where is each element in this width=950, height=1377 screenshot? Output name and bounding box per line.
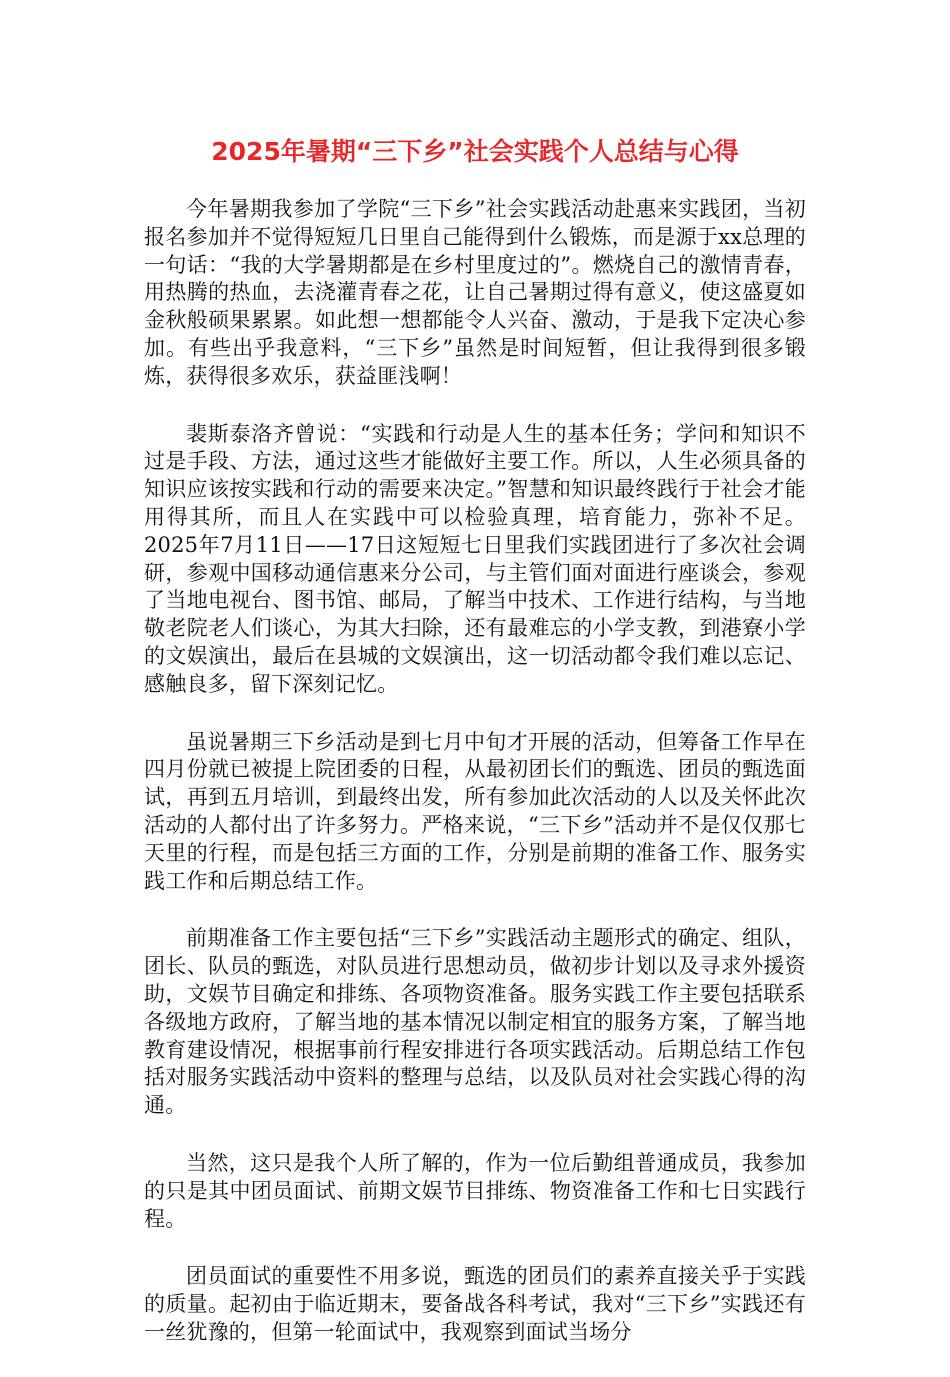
paragraph: 裴斯泰洛齐曾说：“实践和行动是人生的基本任务；学问和知识不过是手段、方法，通过这些才能做好主要工作。所以，人生必须具备的知识应该按实践和行动的需要来决定。”智慧和知识最终践行于社会才能用得其所，而且人在实践中可以检验真理，培育能力，弥补不足。 2025年7月11日——17日这短短七日里我们实践团进行了多次社会调研，参观中国移动通信惠来分公司，与主管们面对面进行座谈会，参观了当地电视台、图书馆、邮局，了解当中技术、工作进行结构，与当地敬老院老人们谈心，为其大扫除，还有最难忘的小学支教，到港寮小学的文娱演出，最后在县城的文娱演出，这一切活动都令我们难以忘记、感触良多，留下深刻记忆。 [144,421,806,696]
document-title: 2025年暑期“三下乡”社会实践个人总结与心得 [211,137,739,166]
paragraph: 当然，这只是我个人所了解的，作为一位后勤组普通成员，我参加的只是其中团员面试、前期文娱节目排练、物资准备工作和七日实践行程。 [144,1150,806,1231]
document-body [144,196,806,1377]
paragraph: 前期准备工作主要包括“三下乡”实践活动主题形式的确定、组队，团长、队员的甄选，对队员进行思想动员，做初步计划以及寻求外援资助，文娱节目确定和排练、各项物资准备。服务实践工作主要包括联系各级地方政府，了解当地的基本情况以制定相宜的服务方案，了解当地教育建设情况，根据事前行程安排进行各项实践活动。后期总结工作包括对服务实践活动中资料的整理与总结，以及队员对社会实践心得的沟通。 [144,926,806,1118]
paragraph: 团员面试的重要性不用多说，甄选的团员们的素养直接关乎于实践的质量。起初由于临近期末，要备战各科考试，我对“三下乡”实践还有一丝犹豫的，但第一轮面试中，我观察到面试当场分 [144,1264,806,1344]
paragraph: 今年暑期我参加了学院“三下乡”社会实践活动赴惠来实践团，当初报名参加并不觉得短短几日里自己能得到什么锻炼，而是源于xx总理的一句话：“我的大学暑期都是在乡村里度过的”。燃烧自己的激情青春，用热腾的热血，去浇灌青春之花，让自己暑期过得有意义，使这盛夏如金秋般硕果累累。如此想一想都能令人兴奋、激动，于是我下定决心参加。有些出乎我意料，“三下乡”虽然是时间短暂，但让我得到很多锻炼，获得很多欢乐，获益匪浅啊！ [144,197,806,388]
paragraph: 虽说暑期三下乡活动是到七月中旬才开展的活动，但筹备工作早在四月份就已被提上院团委的日程，从最初团长们的甄选、团员的甄选面试，再到五月培训，到最终出发，所有参加此次活动的人以及关怀此次活动的人都付出了许多努力。严格来说，“三下乡”活动并不是仅仅那七天里的行程，而是包括三方面的工作，分别是前期的准备工作、服务实践工作和后期总结工作。 [144,729,806,893]
